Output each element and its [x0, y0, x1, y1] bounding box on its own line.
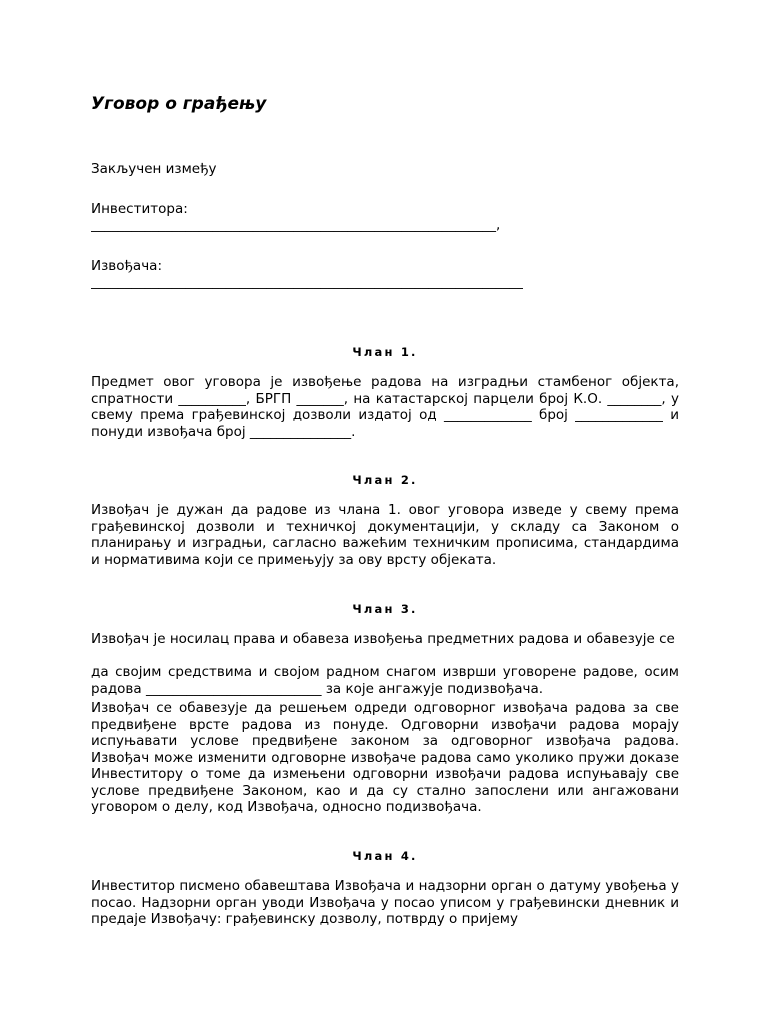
article-3-paragraph-3: Извођач се обавезује да решењем одреди одговорног извођача радова за све предвиђене врсте радова из понуде. Одговорни извођачи радова морају испуњавати услове предвиђене законом за одговорног извођача радова. Извођач може изменити одговорне извођаче радова само уколико пружи доказе Инвеститору о томе да измењени одговорни извођачи радова испуњавају све услове предвиђене Законом, као и да су стално запослени или ангажовани уговором о делу, код Извођача, односно подизвођача. [91, 700, 679, 815]
article-3-paragraph-1: Извођач је носилац права и обавеза извођења предметних радова и обавезује се [91, 631, 675, 647]
article-1-paragraph-1: Предмет овог уговора је извођење радова на изградњи стамбеног објекта, спратности __________, БРГП _______, на катастарској парцели број К.О. ________, у свему према грађевинској дозволи издатој од _____________ број _____________ и понуди извођача број _______________. [91, 374, 679, 440]
article-2-heading: Члан 2. [352, 473, 418, 487]
investor-label: Инвеститора: [91, 201, 188, 217]
contractor-label: Извођача: [91, 258, 163, 274]
document-title: Уговор о грађењу [91, 94, 267, 114]
concluded-between-text: Закључен између [91, 161, 217, 177]
article-1-heading: Члан 1. [352, 345, 418, 359]
article-4-heading: Члан 4. [352, 849, 418, 863]
contractor-blank: ________________________________________________________________ [91, 274, 523, 290]
investor-blank: ____________________________________________________________, [91, 217, 501, 233]
article-3-paragraph-2: да својим средствима и својом радном снагом изврши уговорене радове, осим радова __________________________ за које ангажује подизвођача. [91, 664, 679, 697]
article-4-paragraph-1: Инвеститор писмено обавештава Извођача и надзорни орган о датуму увођења у посао. Надзорни орган уводи Извођача у посао уписом у грађевински дневник и предаје Извођачу: грађевинску дозволу, потврду о пријему [91, 878, 679, 927]
article-2-paragraph-1: Извођач је дужан да радове из члана 1. овог уговора изведе у свему према грађевинској дозволи и техничкој документацији, у складу са Законом о планирању и изградњи, сагласно важећим техничким прописима, стандардима и нормативима који се примењују за ову врсту објеката. [91, 502, 679, 568]
article-3-heading: Члан 3. [352, 602, 418, 616]
